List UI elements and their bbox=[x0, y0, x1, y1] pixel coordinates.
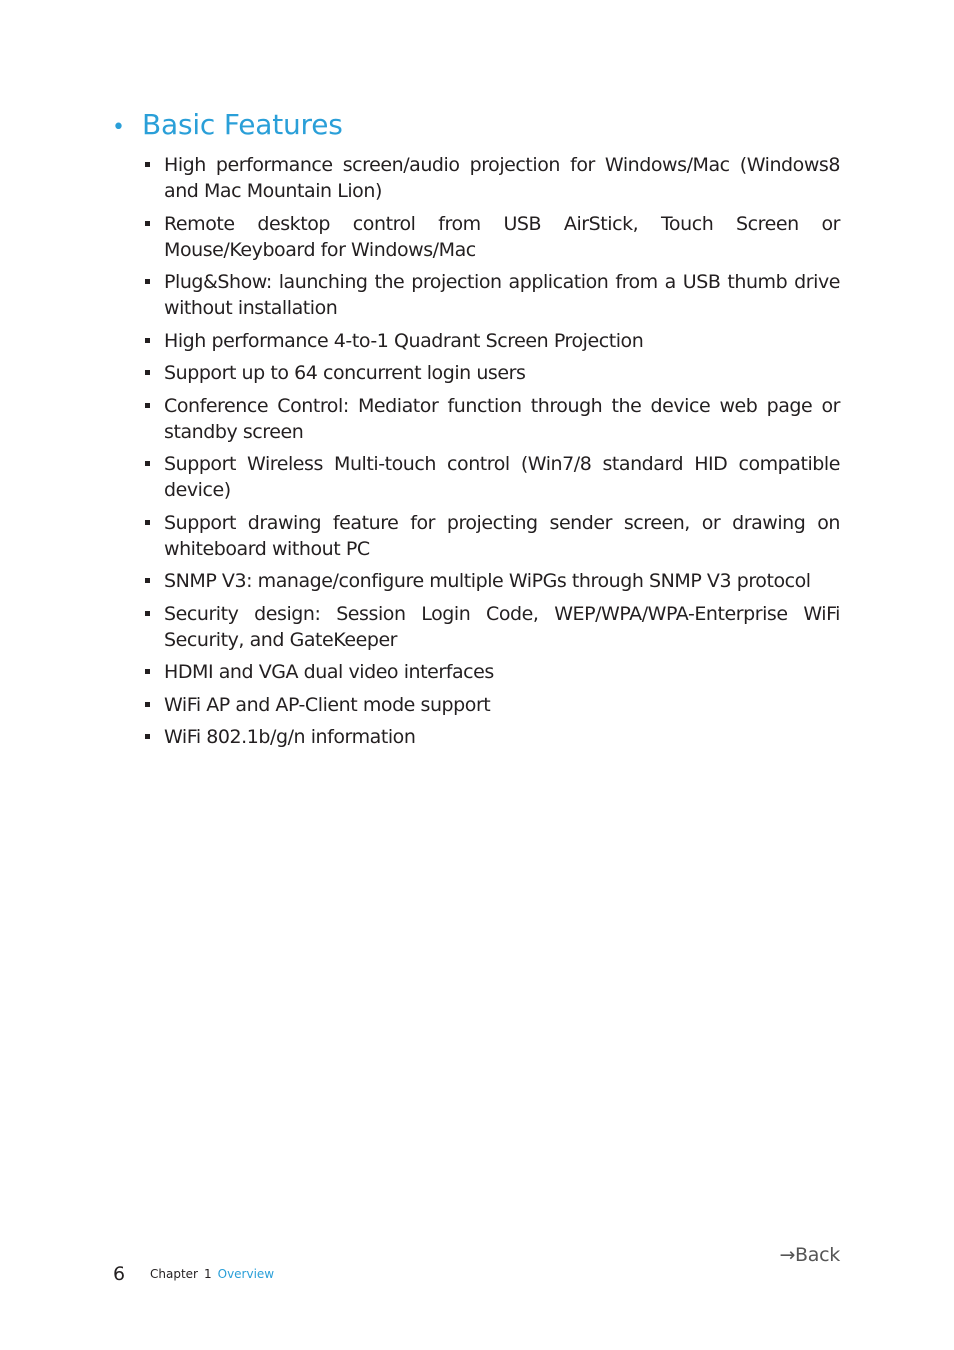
square-bullet-icon bbox=[145, 702, 150, 707]
list-item-text: Security design: Session Login Code, WEP/WPA/WPA-Enterprise WiFi Security, and GateKeeper bbox=[164, 602, 840, 651]
square-bullet-icon bbox=[145, 370, 150, 375]
square-bullet-icon bbox=[145, 338, 150, 343]
list-item bbox=[142, 393, 840, 445]
list-item-text: HDMI and VGA dual video interfaces bbox=[164, 661, 494, 683]
list-item-text: WiFi AP and AP-Client mode support bbox=[164, 693, 491, 716]
square-bullet-icon bbox=[145, 669, 150, 674]
list-item bbox=[142, 568, 840, 594]
list-item bbox=[142, 659, 840, 685]
list-item-text: High performance screen/audio projection for Windows/Mac (Windows8 and Mac Mountain Lion) bbox=[164, 154, 840, 202]
back-link[interactable]: →Back bbox=[779, 1244, 840, 1266]
square-bullet-icon bbox=[145, 403, 150, 408]
list-item-text: Plug&Show: launching the projection application from a USB thumb drive without installation bbox=[164, 271, 840, 319]
list-item-text: Support drawing feature for projecting sender screen, or drawing on whiteboard without PC bbox=[164, 511, 840, 560]
list-item bbox=[142, 328, 840, 354]
square-bullet-icon bbox=[145, 734, 150, 739]
list-item bbox=[142, 211, 840, 263]
page-number: 6 bbox=[113, 1263, 126, 1285]
list-item-text: Support Wireless Multi-touch control (Win7/8 standard HID compatible device) bbox=[164, 453, 840, 501]
list-item-text: High performance 4-to-1 Quadrant Screen Projection bbox=[164, 329, 644, 352]
list-item bbox=[142, 601, 840, 653]
list-item-text: Conference Control: Mediator function through the device web page or standby screen bbox=[164, 394, 840, 443]
square-bullet-icon bbox=[145, 578, 150, 583]
list-item bbox=[142, 692, 840, 718]
section-heading bbox=[112, 108, 343, 141]
list-item bbox=[142, 269, 840, 321]
footer-chapter bbox=[150, 1267, 274, 1281]
list-item-text: SNMP V3: manage/configure multiple WiPGs through SNMP V3 protocol bbox=[164, 570, 811, 592]
list-item bbox=[142, 510, 840, 562]
chapter-number: 1 bbox=[203, 1267, 212, 1281]
list-item bbox=[142, 451, 840, 503]
square-bullet-icon bbox=[145, 162, 150, 167]
square-bullet-icon bbox=[145, 461, 150, 466]
list-item-text: WiFi 802.1b/g/n information bbox=[164, 726, 416, 748]
square-bullet-icon bbox=[145, 221, 150, 226]
list-item bbox=[142, 360, 840, 386]
chapter-title-link[interactable]: Overview bbox=[217, 1267, 275, 1281]
list-item bbox=[142, 152, 840, 204]
square-bullet-icon bbox=[145, 520, 150, 525]
chapter-label: Chapter bbox=[150, 1267, 198, 1281]
heading-bullet-icon: • bbox=[112, 115, 125, 140]
square-bullet-icon bbox=[145, 279, 150, 284]
page-title: Basic Features bbox=[142, 108, 343, 141]
list-item bbox=[142, 724, 840, 750]
square-bullet-icon bbox=[145, 611, 150, 616]
list-item-text: Remote desktop control from USB AirStick, Touch Screen or Mouse/Keyboard for Windows/Mac bbox=[164, 212, 840, 261]
list-item-text: Support up to 64 concurrent login users bbox=[164, 362, 526, 384]
feature-list bbox=[142, 152, 840, 757]
